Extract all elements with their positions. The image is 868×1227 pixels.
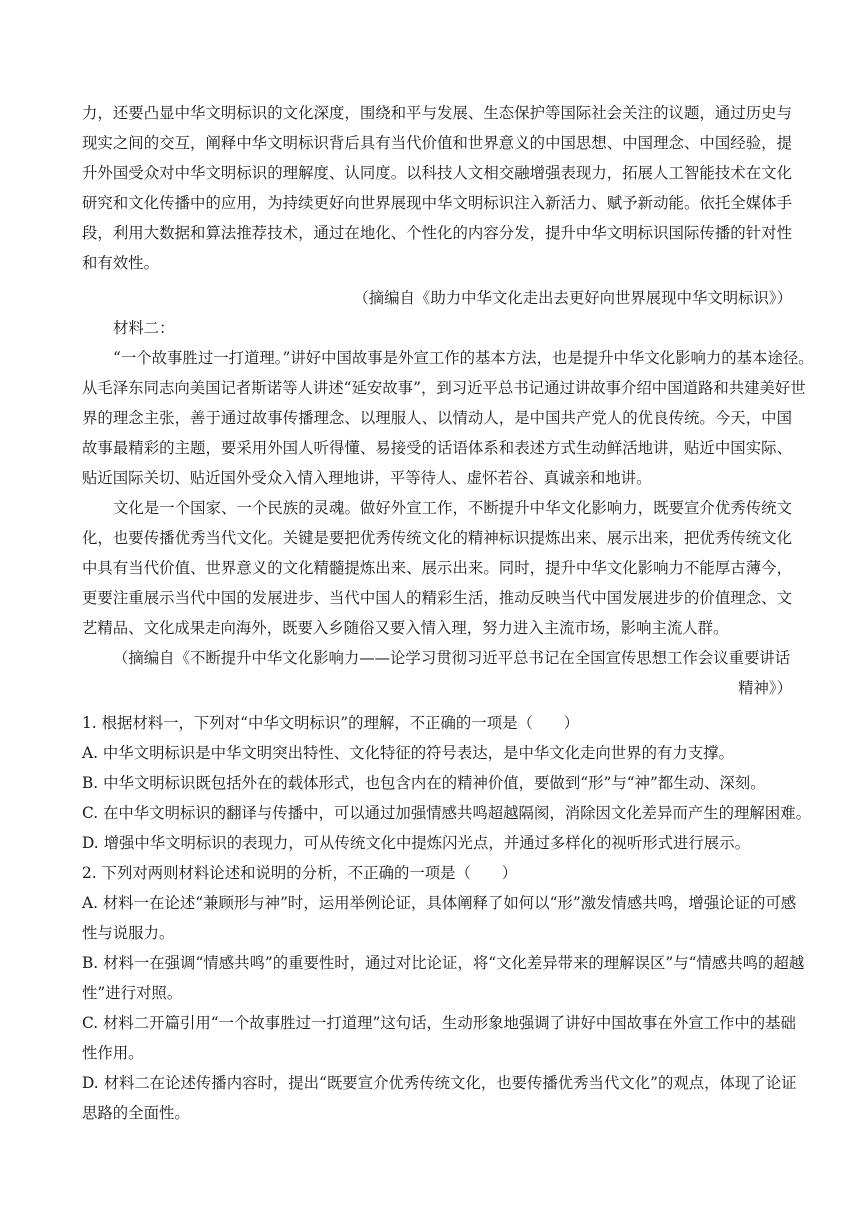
text-line: 化，也要传播优秀当代文化。关键是要把优秀传统文化的精神标识提炼出来、展示出来，把优秀传统文化 — [82, 529, 792, 547]
material2-source — [82, 643, 792, 703]
text-line: 文化是一个国家、一个民族的灵魂。做好外宣工作，不断提升中华文化影响力，既要宣介优秀传统文 — [113, 499, 792, 517]
option-d: D. 增强中华文明标识的表现力，可从传统文化中提炼闪光点，并通过多样化的视听形式进行展示。 — [82, 834, 750, 852]
option-line: 性”进行对照。 — [82, 984, 183, 1002]
text-line: 从毛泽东同志向美国记者斯诺等人讲述“延安故事”，到习近平总书记通过讲故事介绍中国道路和共建美好世 — [82, 379, 806, 397]
option-c — [82, 1008, 796, 1068]
document-body — [82, 98, 814, 1128]
text-line: 和有效性。 — [82, 254, 159, 272]
option-line: 性与说服力。 — [82, 924, 175, 942]
option-c: C. 在中华文明标识的翻译与传播中，可以通过加强情感共鸣超越隔阂，消除因文化差异而产生的理解困难。 — [82, 804, 811, 822]
question-2 — [82, 858, 805, 1128]
source-line: （摘编自《不断提升中华文化影响力——论学习贯彻习近平总书记在全国宣传思想工作会议重要讲话 — [113, 649, 791, 667]
material1-source: （摘编自《助力中华文化走出去更好向世界展现中华文明标识》） — [353, 289, 792, 307]
material1-paragraph — [82, 98, 792, 278]
question-1 — [82, 708, 811, 858]
text-line: 现实之间的交互，阐释中华文明标识背后具有当代价值和世界意义的中国思想、中国理念、中国经验，提 — [82, 134, 792, 152]
material2-heading: 材料二： — [113, 319, 175, 337]
option-a — [82, 888, 797, 948]
material2-paragraph-1 — [82, 343, 814, 493]
option-b: B. 中华文明标识既包括外在的载体形式，也包含内在的精神价值，要做到“形”与“神”都生动、深刻。 — [82, 774, 766, 792]
option-b — [82, 948, 805, 1008]
option-line: 思路的全面性。 — [82, 1104, 190, 1122]
text-line: 升外国受众对中华文明标识的理解度、认同度。以科技人文相交融增强表现力，拓展人工智能技术在文化 — [82, 164, 792, 182]
option-line: B. 材料一在强调“情感共鸣”的重要性时，通过对比论证，将“文化差异带来的理解误区”与“情感共鸣的超越 — [82, 954, 805, 972]
text-line: 艺精品、文化成果走向海外，既要入乡随俗又要入情入理，努力进入主流市场，影响主流人群。 — [82, 619, 729, 637]
option-d — [82, 1068, 797, 1128]
question-stem: 1. 根据材料一，下列对“中华文明标识”的理解，不正确的一项是（ ） — [82, 714, 580, 732]
option-line: C. 材料二开篇引用“一个故事胜过一打道理”这句话，生动形象地强调了讲好中国故事在外宣工作中的基础 — [82, 1014, 796, 1032]
text-line: 力，还要凸显中华文明标识的文化深度，围绕和平与发展、生态保护等国际社会关注的议题，通过历史与 — [82, 104, 792, 122]
option-line: 性作用。 — [82, 1044, 144, 1062]
option-line: D. 材料二在论述传播内容时，提出“既要宣介优秀传统文化，也要传播优秀当代文化”的观点，体现了论证 — [82, 1074, 797, 1092]
text-line: 贴近国际关切、贴近国外受众入情入理地讲，平等待人、虚怀若谷、真诚亲和地讲。 — [82, 469, 652, 487]
text-line: “一个故事胜过一打道理。”讲好中国故事是外宣工作的基本方法，也是提升中华文化影响力的基本途径。 — [113, 349, 814, 367]
option-line: A. 材料一在论述“兼顾形与神”时，运用举例论证，具体阐释了如何以“形”激发情感共鸣，增强论证的可感 — [82, 894, 797, 912]
text-line: 中具有当代价值、世界意义的文化精髓提炼出来、展示出来。同时，提升中华文化影响力不能厚古薄今， — [82, 559, 792, 577]
option-a: A. 中华文明标识是中华文明突出特性、文化特征的符号表达，是中华文化走向世界的有力支撑。 — [82, 744, 734, 762]
material2-paragraph-2 — [82, 493, 792, 643]
source-line: 精神》） — [738, 679, 792, 697]
question-stem: 2. 下列对两则材料论述和说明的分析，不正确的一项是（ ） — [82, 864, 518, 882]
text-line: 更要注重展示当代中国的发展进步、当代中国人的精彩生活，推动反映当代中国发展进步的价值理念、文 — [82, 589, 792, 607]
text-line: 段，利用大数据和算法推荐技术，通过在地化、个性化的内容分发，提升中华文明标识国际传播的针对性 — [82, 224, 792, 242]
text-line: 故事最精彩的主题，要采用外国人听得懂、易接受的话语体系和表述方式生动鲜活地讲，贴近中国实际、 — [82, 439, 792, 457]
text-line: 研究和文化传播中的应用，为持续更好向世界展现中华文明标识注入新活力、赋予新动能。依托全媒体手 — [82, 194, 792, 212]
text-line: 界的理念主张，善于通过故事传播理念、以理服人、以情动人，是中国共产党人的优良传统。今天，中国 — [82, 409, 792, 427]
